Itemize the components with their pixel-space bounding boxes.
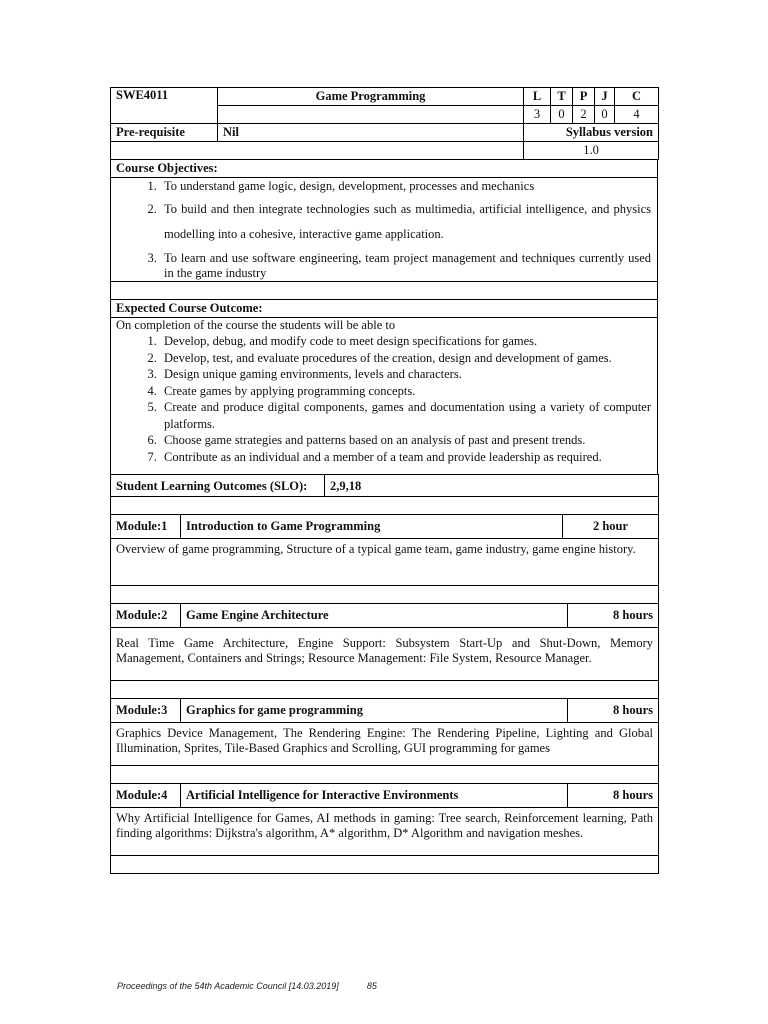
blank-row [111,766,659,784]
module-label: Module:3 [111,699,181,723]
outcomes-table [110,299,658,475]
outcome-item: 2. Develop, test, and evaluate procedures of the creation, design and development of games. [160,350,651,367]
ltpjc-header-j: J [595,88,615,106]
module-table [110,514,659,604]
outcomes-list [116,333,651,465]
module-label: Module:2 [111,604,181,628]
course-header-table [110,87,659,124]
blank-row [111,586,659,604]
module-hours: 8 hours [568,784,659,808]
module-title: Game Engine Architecture [181,604,568,628]
syllabus-version-label: Syllabus version [524,124,659,142]
syllabus-version-value: 1.0 [524,142,659,160]
module-content: Overview of game programming, Structure of a typical game team, game industry, game engine history. [111,539,659,586]
ltpjc-value-c: 4 [615,106,659,124]
outcome-item: 1. Develop, debug, and modify code to meet design specifications for games. [160,333,651,350]
outcomes-heading: Expected Course Outcome: [111,300,658,318]
ltpjc-header-c: C [615,88,659,106]
objective-item: 3. To learn and use software engineering, team project management and techniques currently used in the game industry [160,249,651,281]
ltpjc-header-l: L [524,88,551,106]
ltpjc-value-p: 2 [573,106,595,124]
module-title: Introduction to Game Programming [181,515,563,539]
title-blank-cell [218,106,524,124]
module-hours: 2 hour [563,515,659,539]
module-label: Module:4 [111,784,181,808]
outcome-item: 7. Contribute as an individual and a member of a team and provide leadership as required. [160,449,651,466]
objectives-list [116,178,651,281]
ltpjc-header-p: P [573,88,595,106]
blank-row [111,681,659,699]
outcome-item: 6. Choose game strategies and patterns based on an analysis of past and present trends. [160,432,651,449]
module-content: Graphics Device Management, The Rendering Engine: The Rendering Pipeline, Lighting and Global Illumination, Sprites, Tile-Based Graphics and Scrolling, GUI programming for games [111,723,659,766]
course-title: Game Programming [218,88,524,106]
ltpjc-value-t: 0 [551,106,573,124]
footer-text: Proceedings of the 54th Academic Council [14.03.2019] [117,981,339,991]
blank-row [111,282,658,300]
module-content: Why Artificial Intelligence for Games, AI methods in gaming: Tree search, Reinforcement learning, Path finding algorithms: Dijkstra's algorithm, A* algorithm, D* Algorithm and navigation meshes. [111,808,659,856]
blank-row [111,856,659,874]
blank-row [111,497,659,515]
module-label: Module:1 [111,515,181,539]
module-table [110,698,659,784]
objective-item: 2. To build and then integrate technologies such as multimedia, artificial intelligence, and physics modelling into a cohesive, interactive game application. [160,197,651,249]
prerequisite-value: Nil [218,124,524,142]
syllabus-page [110,87,658,874]
outcome-item: 4. Create games by applying programming concepts. [160,383,651,400]
page-footer [117,981,377,991]
page-number: 85 [366,981,377,991]
ltpjc-value-l: 3 [524,106,551,124]
module-hours: 8 hours [568,604,659,628]
module-content: Real Time Game Architecture, Engine Support: Subsystem Start-Up and Shut-Down, Memory Management, Containers and Strings; Resource Management: File System, Resource Manager. [111,628,659,681]
module-table [110,783,659,874]
objectives-heading: Course Objectives: [111,160,658,178]
slo-label: Student Learning Outcomes (SLO): [111,475,325,497]
slo-value: 2,9,18 [325,475,659,497]
course-code: SWE4011 [111,88,218,124]
slo-table [110,474,659,515]
ltpjc-value-j: 0 [595,106,615,124]
prerequisite-blank-cell [111,142,524,160]
outcome-item: 5. Create and produce digital components, games and documentation using a variety of computer platforms. [160,399,651,432]
module-title: Artificial Intelligence for Interactive Environments [181,784,568,808]
prerequisite-label: Pre-requisite [111,124,218,142]
modules [110,514,658,874]
outcome-item: 3. Design unique gaming environments, levels and characters. [160,366,651,383]
module-title: Graphics for game programming [181,699,568,723]
ltpjc-header-t: T [551,88,573,106]
module-hours: 8 hours [568,699,659,723]
prerequisite-table [110,123,659,160]
objectives-table [110,159,658,300]
module-table [110,603,659,699]
objective-item: 1. To understand game logic, design, development, processes and mechanics [160,178,651,197]
outcomes-intro: On completion of the course the students will be able to [116,318,396,332]
